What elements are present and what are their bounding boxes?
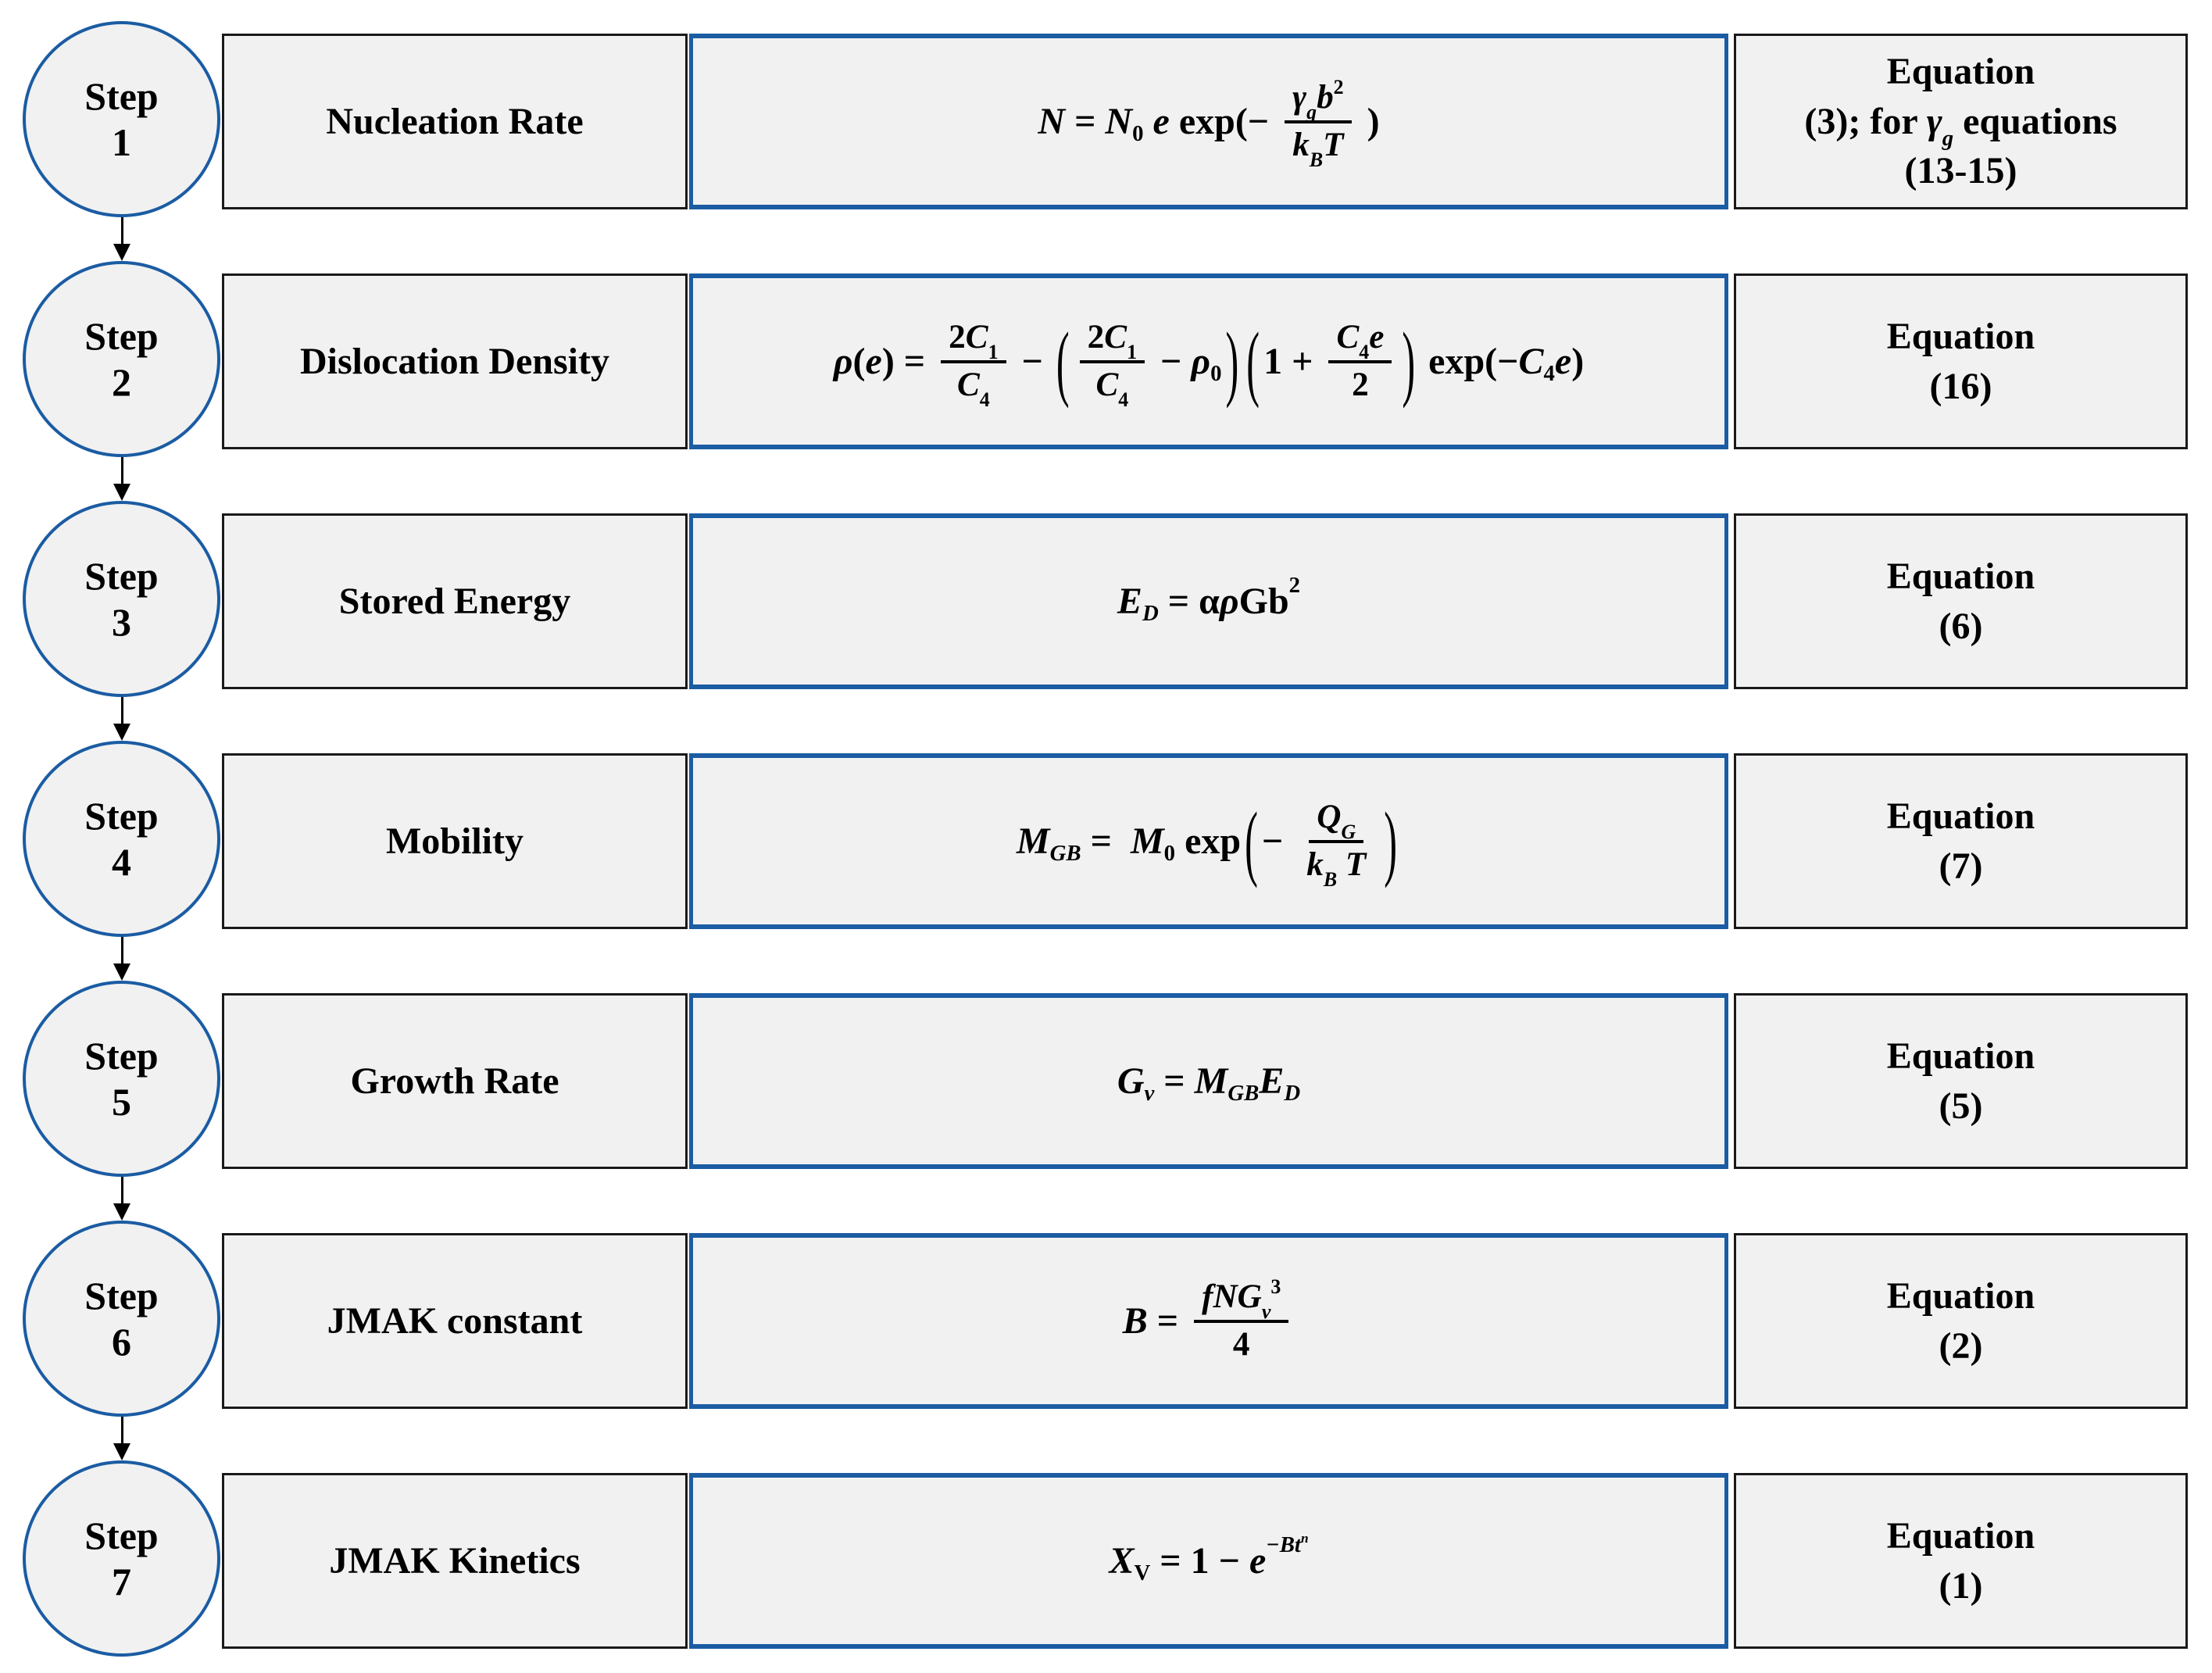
equation-token [1142, 601, 1159, 627]
equation-token: G [1117, 1060, 1145, 1102]
equation-token: 2 [1087, 319, 1105, 356]
equation-token: Q [1317, 799, 1342, 836]
step-number: 5 [112, 1079, 131, 1124]
equation-token: b [1317, 79, 1334, 116]
step-circle [23, 1221, 220, 1417]
equation-token: 2 [1352, 366, 1369, 403]
equation-token: k [1292, 126, 1310, 163]
equation-reference [1887, 792, 2035, 892]
equation-token [1544, 361, 1555, 387]
equation-token [1210, 361, 1221, 387]
flowchart-row [0, 993, 2212, 1169]
equation-token: α [1199, 581, 1220, 622]
equation-token: ) = [881, 341, 935, 382]
arrow-down-icon [113, 484, 130, 501]
equation-token: E [1117, 581, 1142, 622]
flowchart-row [0, 34, 2212, 209]
equation-token: T [1337, 845, 1367, 883]
equation-token: g [1306, 101, 1317, 124]
equation-token: ) [1357, 101, 1380, 142]
process-label-box [222, 34, 688, 209]
equation-token: Equation [1886, 1514, 2035, 1557]
step-number: 4 [112, 839, 131, 884]
arrow-down-icon [113, 1203, 130, 1221]
equation-token [1301, 1531, 1309, 1546]
equation-token: = 1 − [1150, 1540, 1249, 1582]
equation-token [1132, 121, 1143, 147]
equation-token: v [1261, 1300, 1271, 1324]
step-circle [23, 21, 220, 217]
equation-token [1127, 341, 1137, 363]
equation-token: (7) [1939, 845, 1983, 887]
equation-token [1341, 820, 1356, 843]
equation-token: ( [852, 341, 866, 382]
step-circle [23, 1460, 220, 1657]
equation-token: N [1105, 101, 1133, 142]
equation-token: C [965, 319, 988, 356]
equation-token: C [1104, 319, 1127, 356]
step-word: Step [84, 553, 159, 598]
process-label-box [222, 1473, 688, 1649]
equation-token: C [1518, 341, 1544, 382]
equation-token: − [1261, 820, 1293, 862]
equation-token: ( [1056, 314, 1070, 409]
equation-reference-box [1734, 1233, 2188, 1409]
equation-token: n [1300, 1530, 1309, 1546]
process-label-box [222, 993, 688, 1169]
equation-reference [1887, 312, 2035, 412]
step-number: 6 [112, 1319, 131, 1364]
equation-token: = [1158, 581, 1199, 622]
process-label-box [222, 513, 688, 689]
equation-token: = [1147, 1300, 1188, 1342]
step-number: 2 [112, 359, 131, 404]
equation-token: Equation [1886, 555, 2035, 597]
equation-token: V [1134, 1560, 1151, 1585]
equation-reference-box [1734, 273, 2188, 449]
equation-token: (5) [1939, 1085, 1983, 1127]
equation-token: − [1151, 341, 1192, 382]
equation-token: = [1081, 820, 1131, 862]
equation-token: equations [1953, 100, 2117, 142]
flow-arrow-line [121, 457, 123, 485]
equation-token: B [1323, 867, 1338, 891]
equation-token [1118, 388, 1128, 411]
equation-token [1050, 841, 1081, 867]
equation-token: (16) [1929, 365, 1992, 407]
process-label: Dislocation Density [300, 341, 609, 382]
equation-token: ρ [1191, 341, 1211, 382]
equation-token [988, 341, 999, 363]
process-label: Growth Rate [350, 1060, 559, 1102]
equation-token: ) [1225, 314, 1239, 409]
equation-box [689, 34, 1728, 209]
equation-token: − [1012, 341, 1052, 382]
flowchart-row [0, 753, 2212, 929]
equation-token: N [1038, 101, 1066, 142]
step-number: 7 [112, 1559, 131, 1603]
step-word: Step [84, 313, 159, 358]
equation-token: B [1122, 1300, 1148, 1342]
equation-token: ( [1246, 314, 1260, 409]
fraction [1194, 1274, 1288, 1364]
equation-token: Equation [1886, 1274, 2035, 1317]
equation-box [689, 753, 1728, 929]
equation-token: C [956, 366, 980, 403]
equation-token: = [1154, 1060, 1195, 1102]
step-word: Step [84, 793, 159, 838]
equation-token: (2) [1939, 1324, 1983, 1367]
equation-token [1164, 841, 1175, 867]
step-number: 1 [112, 120, 131, 164]
equation-token [1310, 148, 1323, 171]
equation-formula [693, 518, 1724, 685]
equation-box [689, 1473, 1728, 1649]
equation-formula [693, 38, 1724, 205]
equation-token: 2 [1288, 572, 1301, 598]
equation-token: Equation [1886, 315, 2035, 357]
equation-reference-box [1734, 34, 2188, 209]
equation-token: 0 [1163, 840, 1176, 866]
equation-token: v [1144, 1080, 1155, 1106]
step-word: Step [84, 73, 159, 118]
equation-token [1227, 1081, 1259, 1106]
equation-token: G [1341, 820, 1356, 844]
equation-token: (13-15) [1904, 150, 2017, 192]
equation-token: 4 [1543, 360, 1555, 386]
equation-token: k [1306, 845, 1324, 883]
equation-token [980, 388, 990, 411]
step-circle [23, 981, 220, 1177]
equation-token: 3 [1270, 1274, 1281, 1298]
equation-token [1942, 126, 1953, 151]
equation-token: Equation [1886, 1035, 2035, 1077]
equation-formula [693, 998, 1724, 1164]
equation-token: B [1309, 148, 1324, 171]
process-label: JMAK constant [327, 1300, 583, 1342]
equation-token: ) [1384, 794, 1398, 888]
equation-token: γ [1292, 79, 1307, 116]
process-label: Stored Energy [338, 581, 571, 622]
equation-token [1145, 1081, 1155, 1106]
flowchart-row [0, 513, 2212, 689]
step-circle [23, 741, 220, 937]
equation-token: T [1323, 126, 1344, 163]
flowchart-row [0, 1233, 2212, 1409]
fraction [941, 319, 1006, 411]
equation-token [1334, 76, 1344, 98]
equation-reference [1887, 552, 2035, 652]
equation-token: 0 [1132, 120, 1144, 146]
equation-token: 1 [1127, 341, 1138, 364]
process-label: Mobility [386, 820, 524, 862]
equation-token: M [1016, 820, 1050, 862]
equation-token: 4 [1359, 341, 1370, 364]
equation-token: ( [1245, 794, 1258, 888]
equation-token [1270, 1275, 1281, 1298]
equation-reference [1887, 1511, 2035, 1611]
arrow-down-icon [113, 963, 130, 981]
equation-token: ρ [833, 341, 853, 382]
process-label-box [222, 273, 688, 449]
equation-reference [1887, 1271, 2035, 1371]
step-word: Step [84, 1033, 159, 1078]
process-label: Nucleation Rate [326, 101, 584, 142]
step-circle [23, 501, 220, 697]
equation-token: ρ [1219, 581, 1239, 622]
step-circle [23, 261, 220, 457]
equation-formula [693, 1478, 1724, 1644]
equation-token: (6) [1939, 605, 1983, 647]
equation-formula [693, 278, 1724, 445]
equation-token [1134, 1560, 1150, 1586]
equation-token: exp(− [1178, 101, 1279, 142]
equation-reference-box [1734, 753, 2188, 929]
equation-token: γ [1926, 100, 1942, 142]
equation-reference-box [1734, 513, 2188, 689]
equation-token [1266, 1532, 1308, 1558]
equation-token: Equation [1886, 50, 2035, 92]
equation-token: Equation [1886, 795, 2035, 837]
equation-token: 2 [949, 319, 966, 356]
arrow-down-icon [113, 724, 130, 741]
equation-token [1262, 1300, 1271, 1323]
equation-token [1289, 573, 1300, 599]
equation-token: M [1130, 820, 1164, 862]
equation-token: D [1142, 600, 1159, 626]
flow-arrow-line [121, 697, 123, 725]
equation-token: D [1284, 1080, 1301, 1106]
equation-token: C [1336, 319, 1360, 356]
equation-token: Gb [1238, 581, 1289, 622]
equation-token: 1 + [1263, 341, 1323, 382]
equation-token: e [1143, 101, 1179, 142]
equation-token: M [1194, 1060, 1228, 1102]
equation-token [1324, 868, 1337, 891]
equation-token: (1) [1939, 1564, 1983, 1607]
equation-reference [1887, 1031, 2035, 1131]
equation-token: exp(− [1419, 341, 1519, 382]
process-label-box [222, 753, 688, 929]
equation-box [689, 1233, 1728, 1409]
flowchart-row [0, 1473, 2212, 1649]
equation-token: −Bt [1266, 1532, 1301, 1557]
equation-box [689, 273, 1728, 449]
equation-token: = [1065, 101, 1106, 142]
equation-token: ) [1571, 341, 1585, 382]
flow-arrow-line [121, 937, 123, 965]
flow-arrow-line [121, 1417, 123, 1445]
equation-token: e [1369, 319, 1385, 356]
equation-token [1359, 341, 1369, 363]
equation-reference-box [1734, 993, 2188, 1169]
equation-token: 1 [988, 341, 999, 364]
equation-token: exp [1175, 820, 1242, 862]
fraction [1328, 319, 1392, 404]
equation-token: X [1109, 1540, 1135, 1582]
fraction [1285, 75, 1351, 171]
equation-token: ) [1402, 314, 1416, 409]
flowchart-row [0, 273, 2212, 449]
equation-token [1306, 101, 1317, 123]
step-word: Step [84, 1273, 159, 1317]
flow-arrow-line [121, 217, 123, 245]
equation-token: GB [1227, 1080, 1260, 1106]
equation-token: fNG [1202, 1278, 1262, 1316]
equation-token: E [1259, 1060, 1285, 1102]
equation-token: 2 [1333, 75, 1344, 98]
equation-token: C [1095, 366, 1119, 403]
equation-box [689, 513, 1728, 689]
arrow-down-icon [113, 244, 130, 261]
equation-box [689, 993, 1728, 1169]
equation-token: 4 [1118, 388, 1129, 411]
equation-formula [693, 758, 1724, 924]
equation-reference [1804, 47, 2117, 196]
equation-token: e [865, 341, 882, 382]
equation-token: g [1942, 126, 1954, 152]
equation-token [1284, 1081, 1300, 1106]
fraction [1299, 799, 1374, 891]
step-word: Step [84, 1513, 159, 1557]
equation-token: e [1554, 341, 1572, 382]
flow-arrow-line [121, 1177, 123, 1205]
arrow-down-icon [113, 1443, 130, 1460]
equation-reference-box [1734, 1473, 2188, 1649]
equation-token: 4 [1232, 1325, 1250, 1363]
fraction [1080, 319, 1145, 411]
equation-token: 0 [1210, 360, 1222, 386]
process-label: JMAK Kinetics [329, 1540, 581, 1582]
equation-token: GB [1049, 840, 1081, 866]
equation-token: 4 [979, 388, 990, 411]
equation-token: (3); for [1804, 100, 1927, 142]
equation-token: e [1249, 1540, 1267, 1582]
equation-formula [693, 1238, 1724, 1404]
process-label-box [222, 1233, 688, 1409]
step-number: 3 [112, 599, 131, 644]
